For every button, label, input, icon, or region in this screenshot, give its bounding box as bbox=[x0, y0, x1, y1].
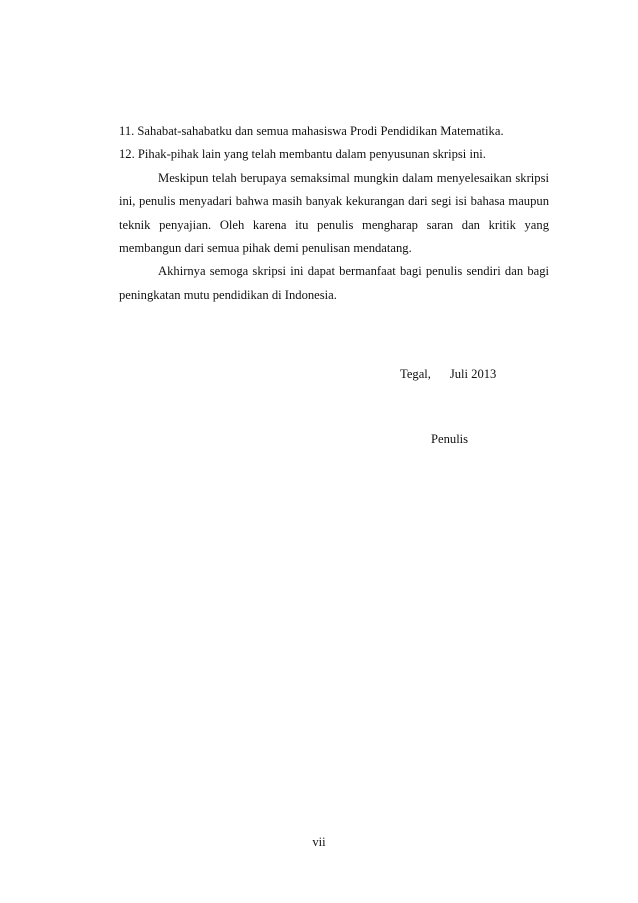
page-number: vii bbox=[312, 835, 326, 849]
paragraph-meskipun: Meskipun telah berupaya semaksimal mungkin dalam menyelesaikan skripsi ini, penulis menyadari bahwa masih banyak kekurangan dari segi isi bahasa maupun teknik penyajian. Oleh karena itu penulis mengharap saran dan kritik yang membangun dari semua pihak demi penulisan mendatang. bbox=[119, 170, 549, 256]
signature-role: Penulis bbox=[431, 432, 469, 446]
body-text bbox=[119, 120, 549, 307]
list-item-11: 11. Sahabat-sahabatku dan semua mahasiswa Prodi Pendidikan Matematika. bbox=[119, 124, 504, 138]
signature-place-date: Tegal, Juli 2013 bbox=[400, 367, 497, 381]
paragraph-akhirnya: Akhirnya semoga skripsi ini dapat bermanfaat bagi penulis sendiri dan bagi peningkatan mutu pendidikan di Indonesia. bbox=[119, 264, 549, 302]
list-item-12: 12. Pihak-pihak lain yang telah membantu dalam penyusunan skripsi ini. bbox=[119, 147, 486, 162]
